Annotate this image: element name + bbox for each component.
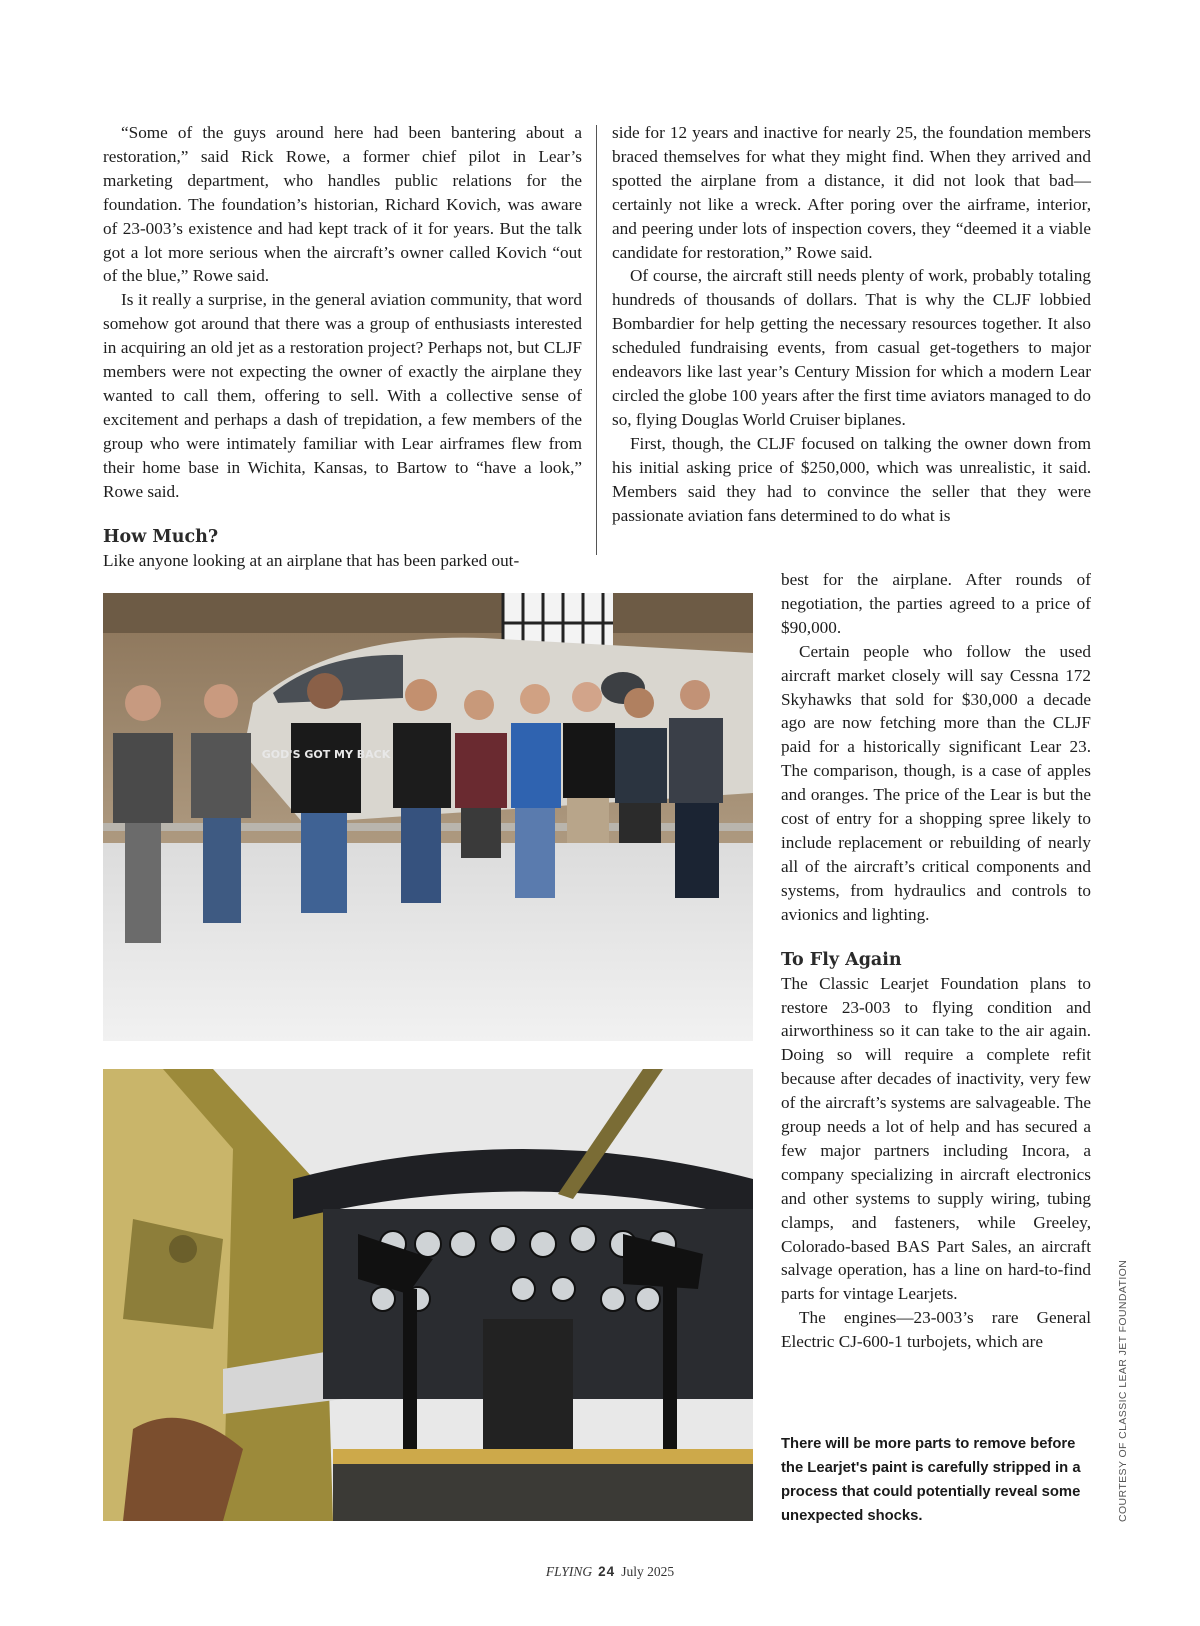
shirt-text: GOD'S GOT MY BACK: [261, 748, 391, 761]
photo-credit: COURTESY OF CLASSIC LEAR JET FOUNDATION: [1117, 1259, 1129, 1522]
section-heading-to-fly-again: To Fly Again: [781, 949, 902, 970]
body-paragraph: First, though, the CLJF focused on talking the owner down from his initial asking price of $250,000, which was unrealistic, it said. Members said they had to convince the seller that they were passionate aviation fans determined to do what is: [612, 433, 1091, 525]
issue-date: July 2025: [621, 1564, 675, 1579]
body-paragraph: “Some of the guys around here had been bantering about a restoration,” said Rick Rowe, a former chief pilot in Lear’s marketing department, who handles public relations for the foundation. The foundation’s historian, Richard Kovich, was aware of 23-003’s existence and had kept track of it for years. But the talk got a lot more serious when the aircraft’s owner called Kovich “out of the blue,” Rowe said.: [103, 123, 582, 286]
magazine-name: FLYING: [545, 1564, 593, 1579]
body-paragraph: side for 12 years and inactive for nearly 25, the foundation members braced themselves for what they might find. When they arrived and spotted the airplane from a distance, it did not look that bad—certainly not like a wreck. After poring over the airframe, interior, and peering under lots of inspection covers, they “deemed it a viable candidate for restoration,” Rowe said.: [612, 123, 1091, 262]
page-footer: [10, 1564, 1200, 1580]
body-paragraph: Of course, the aircraft still needs plenty of work, probably totaling hundreds of thousands of dollars. That is why the CLJF lobbied Bombardier for help getting the necessary resources together. It also scheduled fundraising events, from casual get-togethers to major endeavors like last year’s Century Mission for which a modern Lear circled the globe 100 years after the first time aviators managed to do so, flying Douglas World Cruiser biplanes.: [612, 266, 1091, 429]
body-paragraph: Is it really a surprise, in the general aviation community, that word somehow got around that there was a group of enthusiasts interested in acquiring an old jet as a restoration project? Perhaps not, but CLJF members were not expecting the owner of exactly the airplane they wanted to call them, offering to sell. With a collective sense of excitement and perhaps a dash of trepidation, a few members of the group who were intimately familiar with Lear airframes flew from their home base in Wichita, Kansas, to Bartow to “have a look,” Rowe said.: [103, 290, 582, 501]
section-heading-how-much: How Much?: [103, 526, 219, 547]
photo-group-hangar: [103, 593, 753, 1041]
article-column-left: [103, 121, 582, 572]
body-paragraph: Certain people who follow the used aircraft market closely will say Cessna 172 Skyhawks that sold for $30,000 a decade ago are now fetching more than the CLJF paid for a historically significant Lear 23. The comparison, though, is a case of apples and oranges. The price of the Lear is but the cost of entry for a shopping spree likely to include replacement or rebuilding of nearly all of the aircraft’s critical components and systems, from hydraulics and controls to avionics and lighting.: [781, 641, 1091, 924]
body-paragraph: best for the airplane. After rounds of negotiation, the parties agreed to a price of $90,000.: [781, 570, 1091, 637]
article-column-right-narrow: [781, 568, 1091, 1354]
body-paragraph: The engines—23-003’s rare General Electric CJ-600-1 turbojets, which are: [781, 1308, 1091, 1352]
photo-caption: There will be more parts to remove before the Learjet's paint is carefully stripped in a process that could potentially reveal some unexpected shocks.: [781, 1436, 1081, 1524]
article-column-right-top: [612, 121, 1091, 527]
photo-cockpit-interior: [103, 1069, 753, 1521]
body-paragraph: Like anyone looking at an airplane that has been parked out-: [103, 550, 520, 570]
body-paragraph: The Classic Learjet Foundation plans to restore 23-003 to flying condition and airworthiness so it can take to the air again. Doing so will require a complete refit because after decades of inactivity, very few of the aircraft’s systems are salvageable. The group needs a lot of help and has secured a few major partners including Incora, a company specializing in aircraft electronics and other systems to supply wiring, tubing clamps, and fasteners, while Greeley, Colorado-based BAS Part Sales, an aircraft salvage operation, has a line on hard-to-find parts for vintage Learjets.: [781, 973, 1091, 1304]
column-divider: [596, 125, 597, 555]
page-number: 24: [598, 1564, 616, 1579]
